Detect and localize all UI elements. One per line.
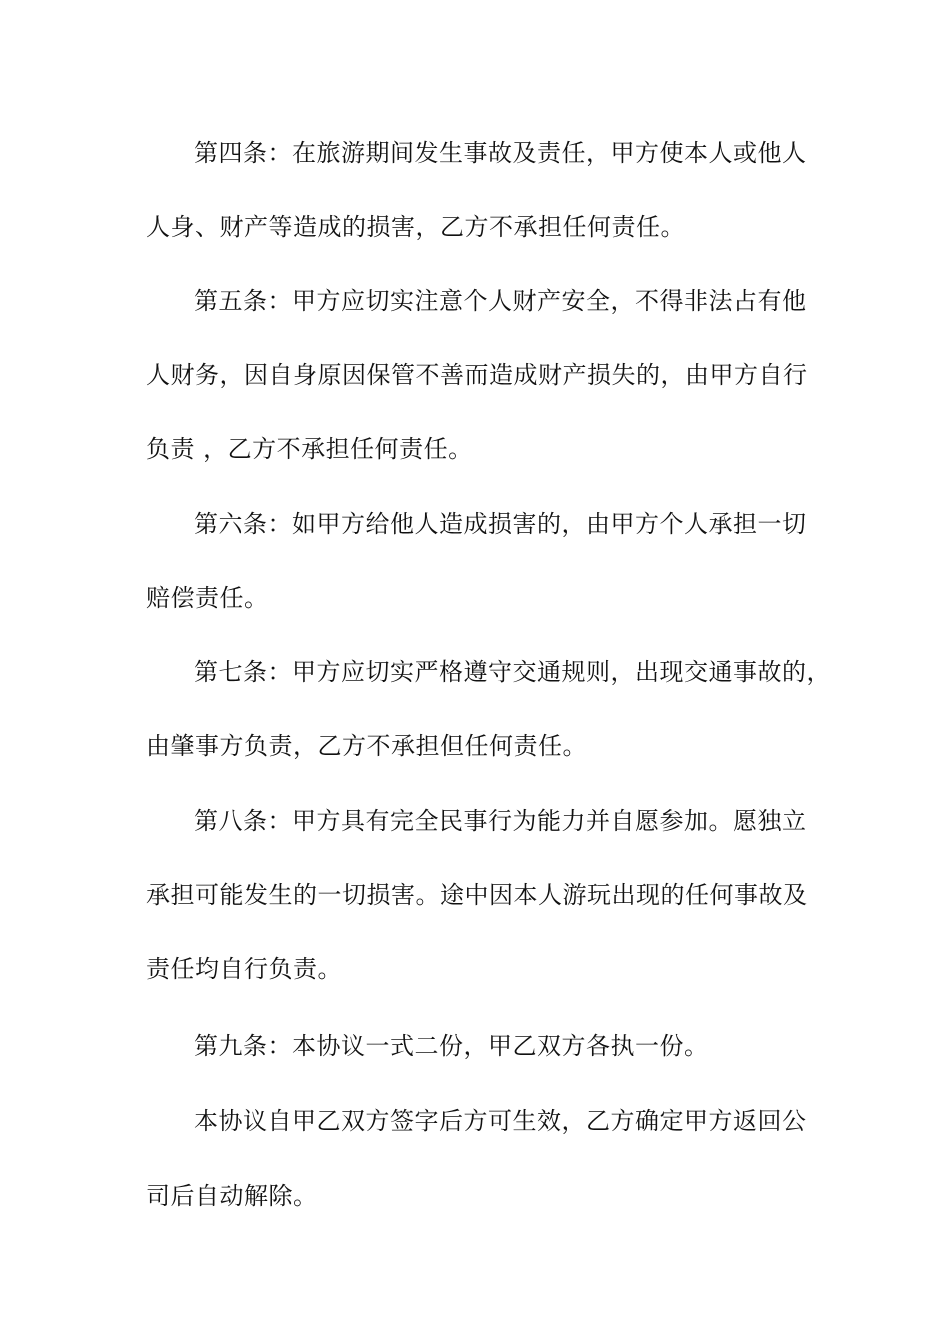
effect-clause-line-1: 本协议自甲乙双方签字后方可生效，乙方确定甲方返回公 [194, 1107, 807, 1135]
article-4-line-1: 第四条：在旅游期间发生事故及责任，甲方使本人或他人 [194, 139, 807, 167]
effect-clause-line-2: 司后自动解除。 [146, 1182, 318, 1210]
article-9-line-1: 第九条：本协议一式二份，甲乙双方各执一份。 [194, 1032, 709, 1060]
article-8-line-1: 第八条：甲方具有完全民事行为能力并自愿参加。愿独立 [194, 807, 807, 835]
article-7-line-2: 由肇事方负责，乙方不承担但任何责任。 [146, 732, 587, 760]
article-7-line-1: 第七条：甲方应切实严格遵守交通规则，出现交通事故的， [194, 658, 831, 686]
article-5-line-3: 负责 ，乙方不承担任何责任。 [146, 435, 473, 463]
article-6-line-2: 赔偿责任。 [146, 584, 269, 612]
article-8-line-3: 责任均自行负责。 [146, 955, 342, 983]
article-6-line-1: 第六条：如甲方给他人造成损害的，由甲方个人承担一切 [194, 510, 807, 538]
article-4-line-2: 人身、财产等造成的损害，乙方不承担任何责任。 [146, 213, 685, 241]
article-5-line-2: 人财务，因自身原因保管不善而造成财产损失的，由甲方自行 [146, 361, 808, 389]
article-8-line-2: 承担可能发生的一切损害。途中因本人游玩出现的任何事故及 [146, 881, 808, 909]
article-5-line-1: 第五条：甲方应切实注意个人财产安全，不得非法占有他 [194, 287, 807, 315]
